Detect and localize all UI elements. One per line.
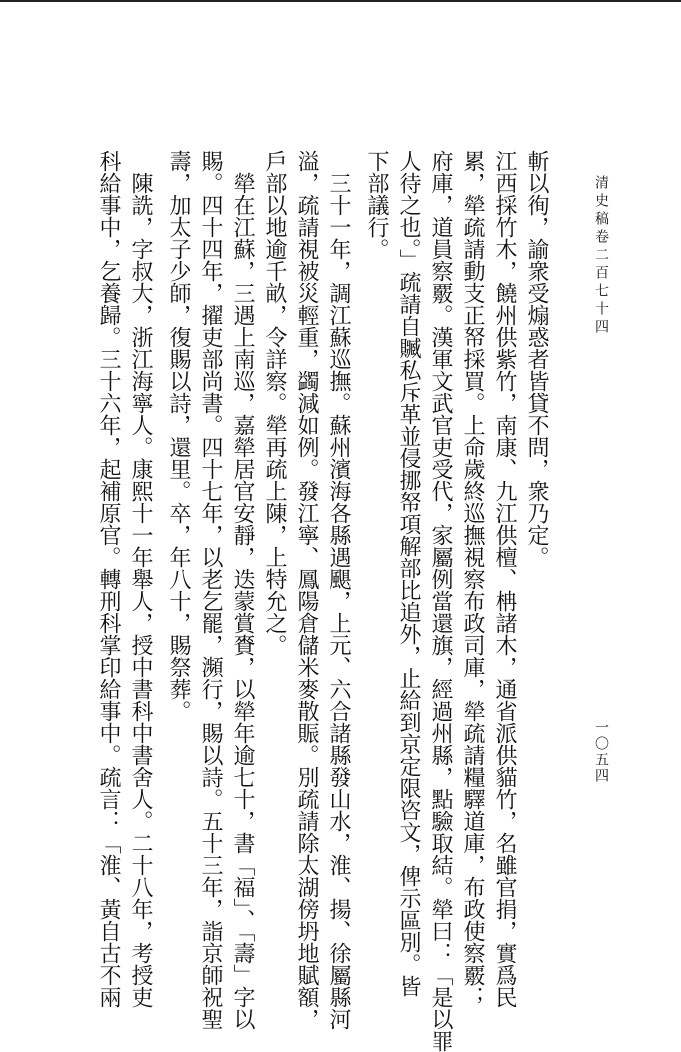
text-column-8: 溢，疏請視被災輕重，蠲減如例。發江寧、鳳陽倉儲米麥散賑。別疏請除太湖傍坍地賦額， [294,150,319,1030]
text-column-3: 累，犖疏請動支正帑採買。上命歲終巡撫視察布政司庫，犖疏請糧驛道庫，布政使察覈； [460,150,485,1008]
running-head: 清史稿卷二百七十四 [593,175,609,337]
text-column-9: 戶部以地逾千畝，令詳察。犖再疏上陳，上特允之。 [262,150,287,656]
text-column-11: 賜。四十四年，擢吏部尚書。四十七年，以老乞罷，瀕行，賜以詩。五十三年，詣京師祝聖 [198,150,223,1030]
top-rule [0,0,681,2]
text-column-7: 三十一年，調江蘇巡撫。蘇州濱海各縣遇颶，上元、六合諸縣發山水，淮、揚、徐屬縣河 [326,172,351,1030]
text-column-6: 下部議行。 [364,150,389,260]
text-column-5: 人待之也。」疏請自贓私斥革並侵挪帑項解部比追外，止給到京定限咨文，俾示區別。皆 [396,150,421,997]
text-column-10: 犖在江蘇，三遇上南巡，嘉犖居官安靜，迭蒙賞賚，以犖年逾七十，書「福」、「壽」字以 [230,172,255,1030]
text-block [92,150,552,1052]
text-column-14: 科給事中，乞養歸。三十六年，起補原官。轉刑科掌印給事中。疏言：「淮、黃自古不兩 [96,150,121,1008]
text-column-1: 斬以徇，諭衆受煽惑者皆貸不問，衆乃定。 [524,150,549,568]
text-column-4: 府庫，道員察覈。漢軍文武官吏受代，家屬例當還旗，經過州縣，點驗取結。犖曰：「是以罪 [428,150,453,1052]
text-column-12: 壽，加太子少師，復賜以詩，還里。卒，年八十，賜祭葬。 [166,150,191,722]
text-column-13: 陳詵，字叔大，浙江海寧人。康熙十一年舉人，授中書科中書舍人。二十八年，考授吏 [128,172,153,1008]
page-number: 一〇五四 [593,720,609,784]
text-column-2: 江西採竹木，饒州供紫竹，南康、九江供檀、柟諸木，通省派供貓竹，名雖官捐，實爲民 [492,150,517,1008]
